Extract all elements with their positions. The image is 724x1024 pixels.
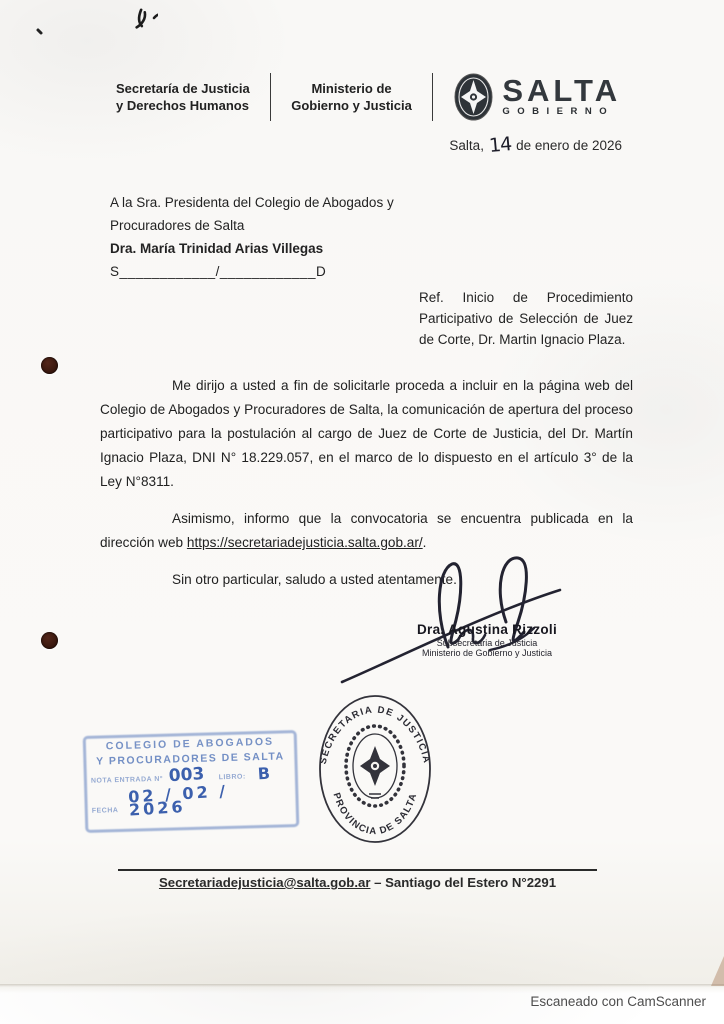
signer-title: Subsecretaria de Justicia	[436, 638, 538, 648]
seal-bottom-text: PROVINCIA DE SALTA	[330, 791, 420, 838]
footer-contact	[118, 875, 597, 890]
letterhead	[116, 72, 621, 122]
body-paragraph-2-period: .	[422, 535, 427, 550]
page-corner-fold	[711, 956, 724, 986]
addressee-sd-line: S____________/____________D	[110, 264, 327, 279]
addressee-line2: Procuradores de Salta	[110, 218, 245, 233]
salta-logo-text	[502, 73, 622, 117]
stamp-org-line1: COLEGIO DE ABOGADOS	[105, 735, 275, 753]
org-ministerio	[291, 80, 412, 114]
secretaria-justicia-seal-icon	[314, 690, 436, 848]
stamp-libro-value: B	[257, 763, 271, 784]
addressee-line1: A la Sra. Presidenta del Colegio de Abogados y	[110, 195, 394, 210]
stamp-libro-label: LIBRO:	[218, 773, 246, 782]
camscanner-watermark: Escaneado con CamScanner	[530, 994, 706, 1009]
stamp-fecha-row	[91, 781, 292, 820]
entry-stamp-content	[90, 735, 292, 828]
entry-stamp	[83, 730, 300, 833]
signer-org: Ministerio de Gobierno y Justicia	[421, 648, 553, 658]
stamp-nota-label: NOTA ENTRADA N°	[90, 775, 164, 785]
dateline-city: Salta,	[449, 138, 484, 153]
stamp-nota-value: 003	[168, 764, 206, 787]
footer-email: Secretariadejusticia@salta.gob.ar	[158, 875, 371, 890]
signer-name: Dra. Agustina Rizzoli	[416, 622, 558, 637]
salta-gobierno-logo	[453, 72, 621, 122]
body-paragraph-1: Me dirijo a usted a fin de solicitarle proceda a incluir en la página web del Colegio de Abogados y Procuradores de Salta, la comunicación de apertura del proceso participativo para la postulación al cargo de Juez de Corte de Justicia, del Dr. Martín Ignacio Plaza, DNI N° 18.229.057, en el marco de lo dispuesto en el artículo 3° de la Ley N°8311.	[100, 378, 633, 489]
addressee-block	[110, 191, 394, 283]
org-secretaria-line1: Secretaría de Justicia	[116, 81, 250, 96]
org-secretaria	[116, 80, 250, 114]
footer-separator: –	[370, 875, 386, 890]
stamp-fecha-label: FECHA	[91, 807, 119, 815]
footer-rule	[118, 869, 597, 871]
salta-star-badge-icon	[453, 72, 494, 122]
org-secretaria-line2: y Derechos Humanos	[116, 98, 249, 113]
signature-block	[372, 622, 602, 658]
dateline-rest: de enero de 2026	[516, 138, 622, 153]
stamp-org-line2: Y PROCURADORES DE SALTA	[95, 750, 285, 768]
body-closing: Sin otro particular, saludo a usted atentamente.	[172, 572, 457, 587]
addressee-name: Dra. María Trinidad Arias Villegas	[110, 241, 324, 256]
salta-logo-subtitle: GOBIERNO	[502, 106, 615, 117]
reference-block: Ref. Inicio de Procedimiento Participativo de Selección de Juez de Corte, Dr. Martin Ignacio Plaza.	[419, 290, 633, 347]
header-divider-1	[270, 73, 272, 121]
pen-scribble-icon	[18, 2, 158, 62]
seal-top-text: SECRETARIA DE JUSTICIA	[317, 704, 433, 766]
org-ministerio-line2: Gobierno y Justicia	[291, 98, 412, 113]
salta-logo-name: SALTA	[502, 73, 622, 108]
stamp-fecha-value: 02 / 02 / 2026	[127, 781, 229, 820]
footer-address: Santiago del Estero N°2291	[385, 875, 557, 890]
hole-punch-top	[41, 357, 58, 374]
org-ministerio-line1: Ministerio de	[311, 81, 392, 96]
body-paragraph-2	[100, 507, 633, 555]
hole-punch-bottom	[41, 632, 58, 649]
dateline	[449, 133, 622, 157]
scan-bottom-edge	[0, 984, 724, 987]
dateline-handwritten-day: 14	[488, 133, 513, 157]
convocatoria-url: https://secretariadejusticia.salta.gob.ar/	[186, 535, 423, 550]
header-divider-2	[432, 73, 434, 121]
body-paragraph-2-text: Asimismo, informo que la convocatoria se encuentra publicada en la dirección web	[100, 511, 633, 550]
